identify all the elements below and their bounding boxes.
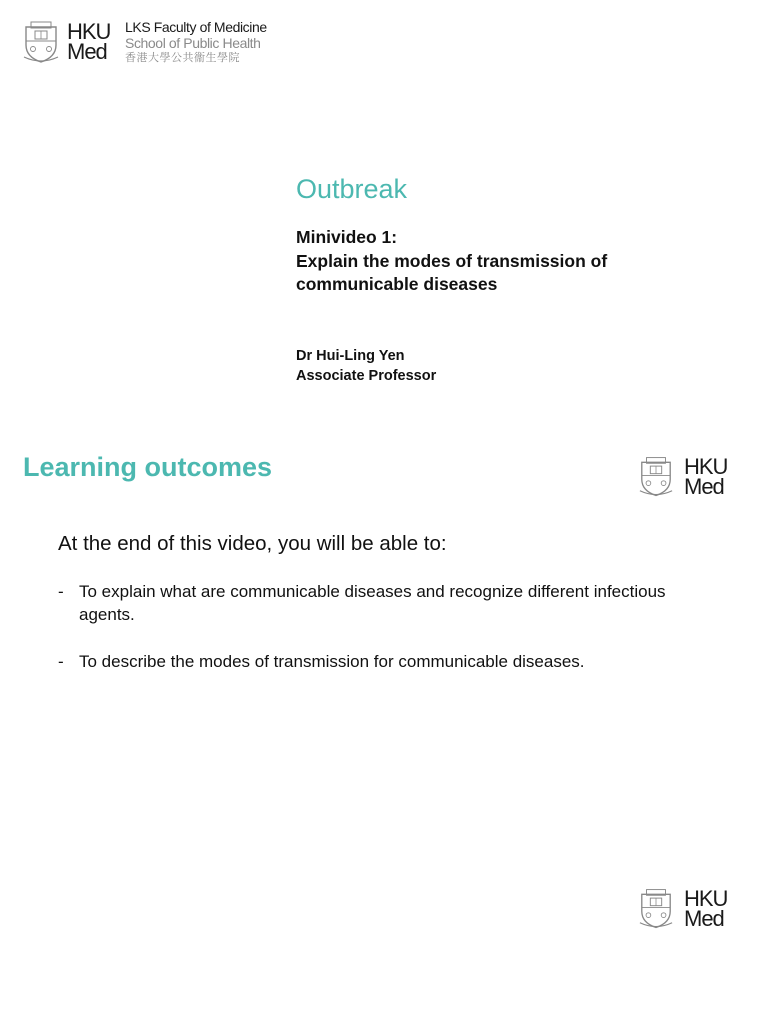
hku-med-wordmark [684, 454, 728, 500]
faculty-name-block [125, 19, 267, 65]
subtitle [296, 226, 607, 297]
author-role: Associate Professor [296, 367, 437, 384]
author-block [296, 347, 436, 386]
outcome-text: To explain what are communicable diseases and recognize different infectious agents. [79, 582, 666, 624]
author-name: Dr Hui-Ling Yen [296, 348, 405, 364]
school-name: School of Public Health [125, 35, 261, 51]
list-item [58, 650, 678, 673]
university-crest-icon [638, 456, 674, 498]
outcome-text: To describe the modes of transmission for communicable diseases. [79, 652, 585, 671]
school-name-chinese: 香港大學公共衞生學院 [125, 52, 240, 64]
wordmark-hku: HKU [67, 19, 111, 44]
page-title: Outbreak [296, 174, 408, 204]
section-title: Learning outcomes [23, 452, 273, 482]
bullet-dash: - [58, 652, 64, 671]
wordmark-med: Med [67, 39, 107, 65]
wordmark-med: Med [684, 474, 724, 500]
learning-outcomes-slide [0, 424, 768, 1024]
list-item [58, 580, 678, 626]
subtitle-line-2: Explain the modes of transmission of [296, 250, 608, 271]
hku-med-wordmark [67, 19, 111, 65]
hku-med-wordmark [684, 886, 728, 932]
wordmark-hku: HKU [684, 454, 728, 479]
university-crest-icon [22, 21, 60, 64]
bullet-dash: - [58, 582, 64, 601]
outcomes-list [58, 580, 678, 697]
university-crest-icon [638, 888, 674, 930]
subtitle-line-1: Minivideo 1: [296, 227, 398, 247]
wordmark-hku: HKU [684, 886, 728, 911]
title-slide [0, 0, 768, 420]
wordmark-med: Med [684, 906, 724, 932]
intro-text: At the end of this video, you will be able to: [58, 532, 447, 555]
faculty-name: LKS Faculty of Medicine [125, 19, 267, 35]
subtitle-line-3: communicable diseases [296, 274, 498, 294]
